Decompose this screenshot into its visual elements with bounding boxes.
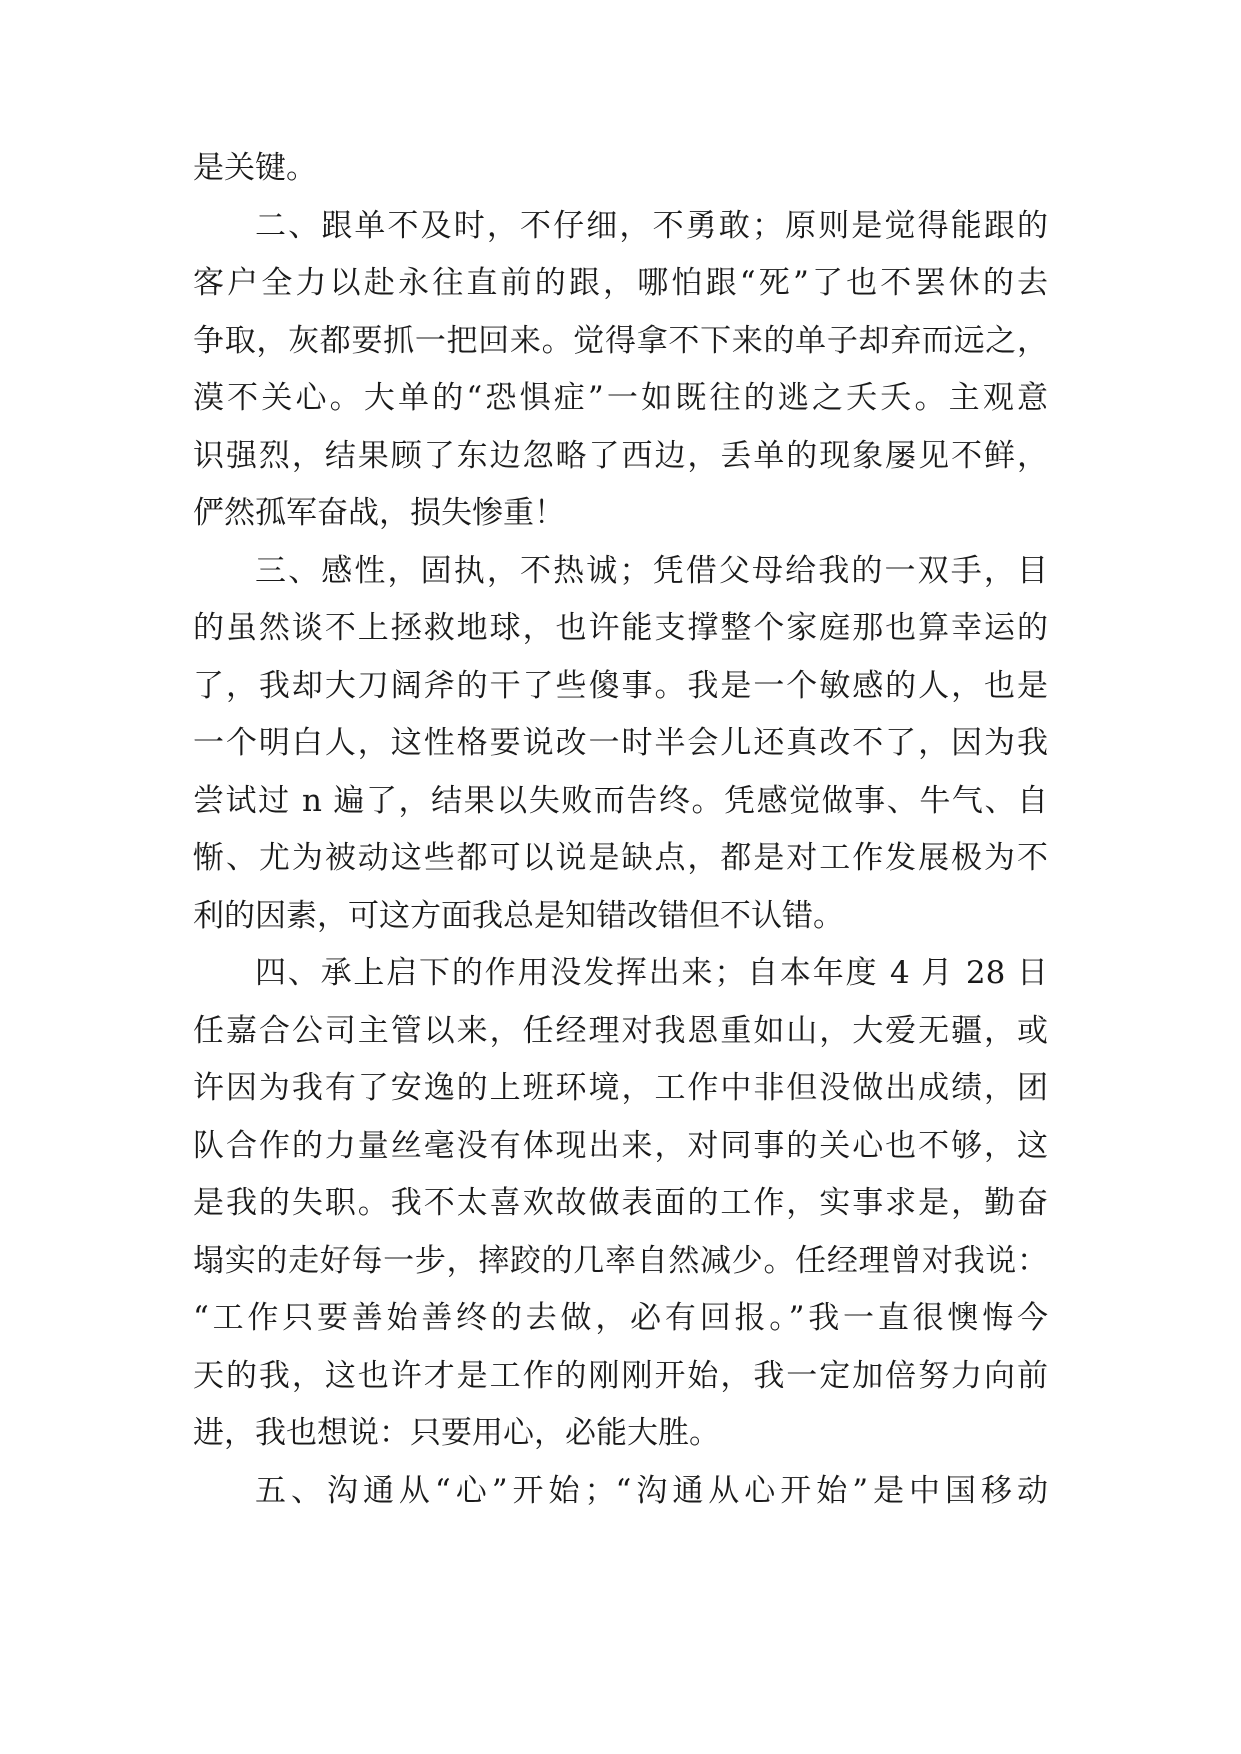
paragraph xyxy=(193,543,1048,946)
paragraph xyxy=(193,140,1048,198)
text-line: 惭、尤为被动这些都可以说是缺点，都是对工作发展极为不 xyxy=(193,840,1048,876)
text-line: “工作只要善始善终的去做，必有回报。”我一直很懊悔今 xyxy=(193,1300,1048,1336)
text-line: 识强烈，结果顾了东边忽略了西边，丢单的现象屡见不鲜， xyxy=(193,437,1048,474)
text-line: 客户全力以赴永往直前的跟，哪怕跟“死”了也不罢休的去 xyxy=(193,265,1048,301)
paragraph xyxy=(193,1463,1048,1521)
text-line: 了，我却大刀阔斧的干了些傻事。我是一个敏感的人，也是 xyxy=(193,667,1048,704)
text-line: 塌实的走好每一步，摔跤的几率自然减少。任经理曾对我说： xyxy=(193,1242,1048,1279)
text-line: 一个明白人，这性格要说改一时半会儿还真改不了，因为我 xyxy=(193,725,1048,761)
text-line: 是我的失职。我不太喜欢故做表面的工作，实事求是，勤奋 xyxy=(193,1185,1048,1221)
text-line: 三、感性，固执，不热诚；凭借父母给我的一双手，目 xyxy=(255,552,1048,589)
text-line: 队合作的力量丝毫没有体现出来，对同事的关心也不够，这 xyxy=(193,1127,1048,1164)
paragraph xyxy=(193,198,1048,543)
text-line: 任嘉合公司主管以来，任经理对我恩重如山，大爱无疆，或 xyxy=(193,1012,1048,1049)
document-page xyxy=(193,140,1048,1520)
text-line: 俨然孤军奋战，损失惨重！ xyxy=(193,495,565,531)
text-line: 的虽然谈不上拯救地球，也许能支撑整个家庭那也算幸运的 xyxy=(193,610,1048,646)
text-line: 尝试过 n 遍了，结果以失败而告终。凭感觉做事、牛气、自 xyxy=(193,782,1048,819)
text-line: 是关键。 xyxy=(193,150,317,186)
text-line: 天的我，这也许才是工作的刚刚开始，我一定加倍努力向前 xyxy=(193,1357,1048,1394)
text-line: 二、跟单不及时，不仔细，不勇敢；原则是觉得能跟的 xyxy=(255,207,1048,244)
text-line: 五、沟通从“心”开始；“沟通从心开始”是中国移动 xyxy=(255,1472,1048,1509)
text-line: 许因为我有了安逸的上班环境，工作中非但没做出成绩，团 xyxy=(193,1070,1048,1106)
text-line: 利的因素，可这方面我总是知错改错但不认错。 xyxy=(193,897,844,934)
paragraph xyxy=(193,945,1048,1463)
text-line: 四、承上启下的作用没发挥出来；自本年度 4 月 28 日 xyxy=(255,955,1048,991)
text-line: 漠不关心。大单的“恐惧症”一如既往的逃之夭夭。主观意 xyxy=(193,380,1048,416)
text-line: 争取，灰都要抓一把回来。觉得拿不下来的单子却弃而远之， xyxy=(193,322,1048,359)
text-line: 进，我也想说：只要用心，必能大胜。 xyxy=(193,1415,720,1451)
